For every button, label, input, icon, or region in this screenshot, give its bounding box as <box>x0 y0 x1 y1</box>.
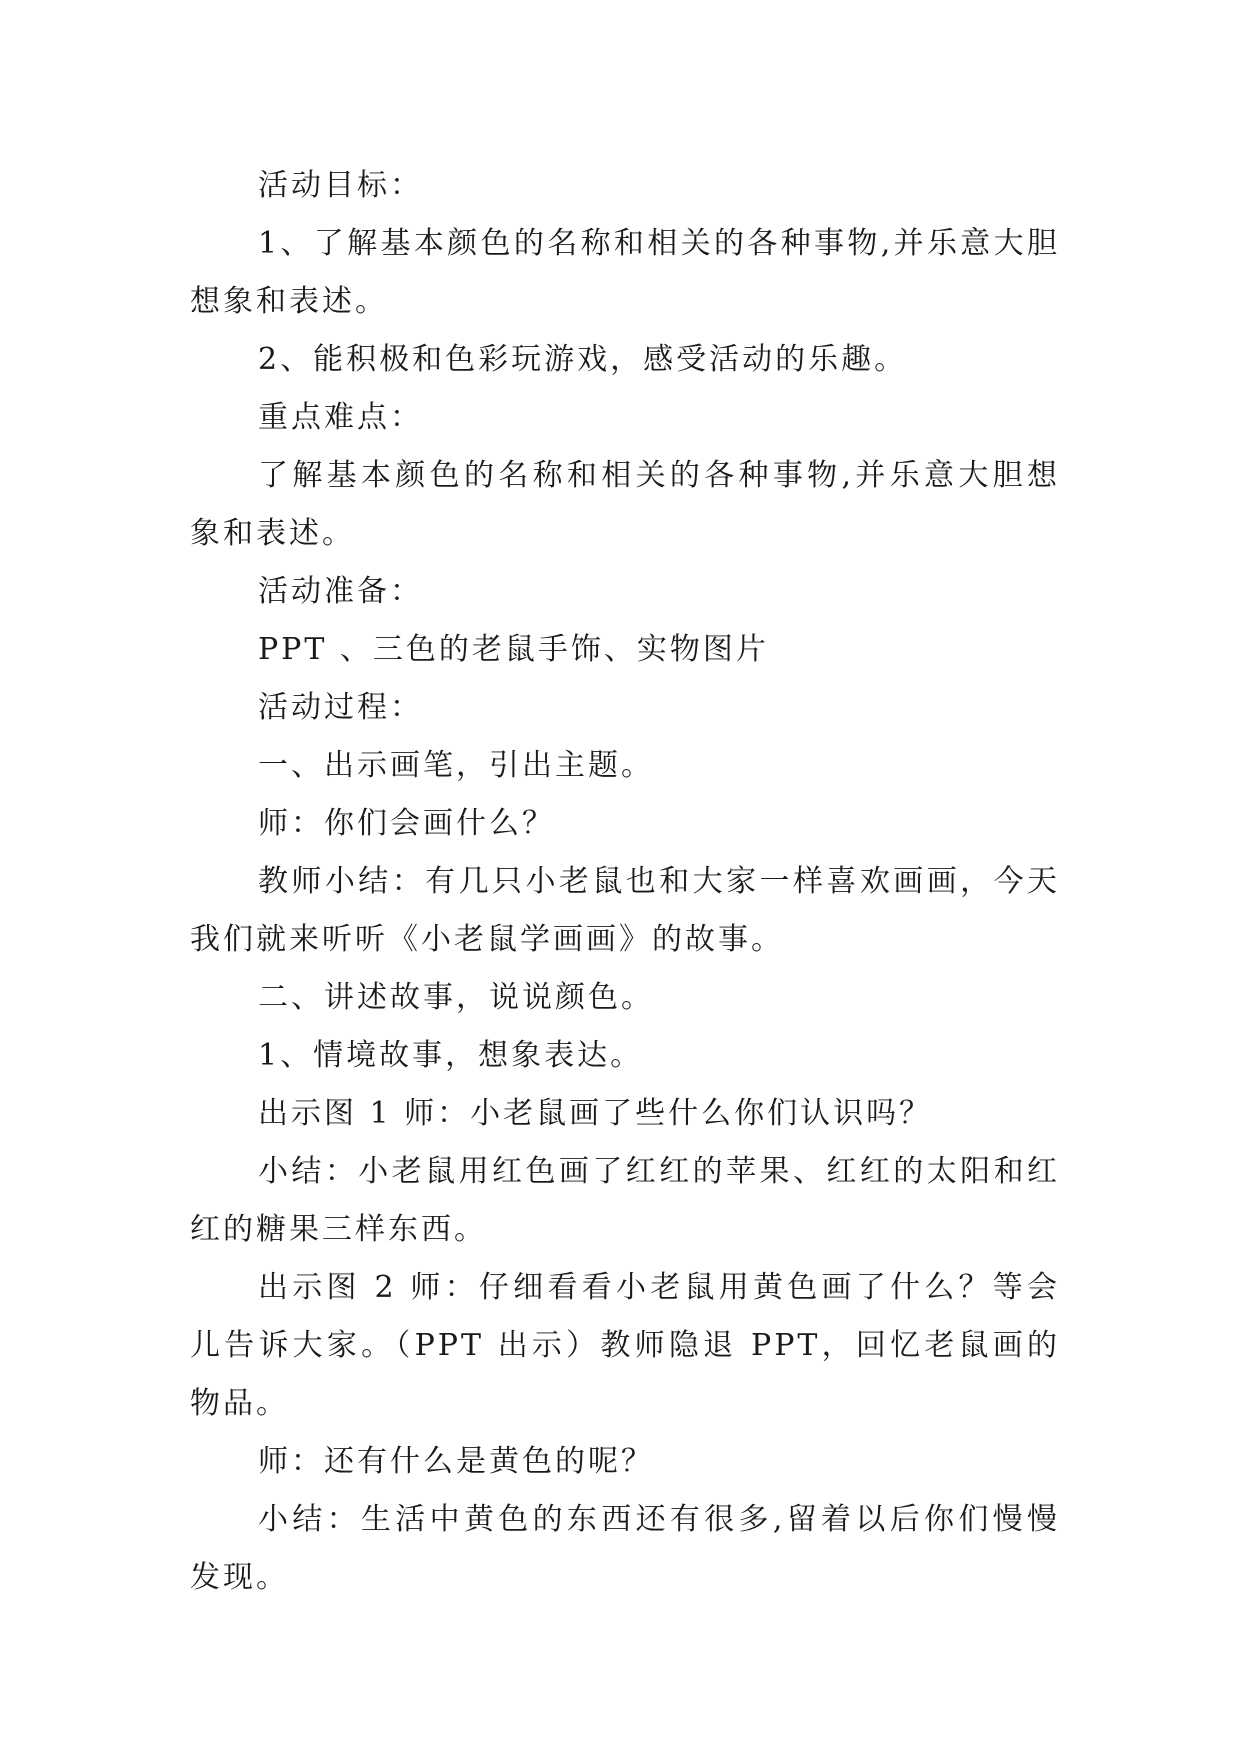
heading-activity-goals: 活动目标： <box>258 168 423 203</box>
document-body <box>190 157 1060 1607</box>
heading-preparation: 活动准备： <box>258 574 423 609</box>
picture-2-question: 出示图 2 师：仔细看看小老鼠用黄色画了什么？等会儿告诉大家。（PPT 出示）教师隐退 PPT，回忆老鼠画的物品。 <box>190 1270 1060 1421</box>
picture-1-question: 出示图 1 师：小老鼠画了些什么你们认识吗？ <box>258 1096 933 1131</box>
summary-red: 小结：小老鼠用红色画了红红的苹果、红红的太阳和红红的糖果三样东西。 <box>190 1154 1060 1247</box>
heading-key-points: 重点难点： <box>258 400 423 435</box>
preparation-text: PPT 、三色的老鼠手饰、实物图片 <box>258 632 769 667</box>
goal-item-2: 2、能积极和色彩玩游戏，感受活动的乐趣。 <box>258 342 908 377</box>
teacher-question-yellow: 师：还有什么是黄色的呢？ <box>258 1444 654 1479</box>
summary-yellow: 小结：生活中黄色的东西还有很多,留着以后你们慢慢发现。 <box>190 1502 1060 1595</box>
teacher-question-1: 师：你们会画什么？ <box>258 806 555 841</box>
process-step-2: 二、讲述故事，说说颜色。 <box>258 980 654 1015</box>
key-points-text: 了解基本颜色的名称和相关的各种事物,并乐意大胆想象和表述。 <box>190 458 1060 551</box>
sub-step-1: 1、情境故事，想象表达。 <box>258 1038 644 1073</box>
teacher-summary-1: 教师小结：有几只小老鼠也和大家一样喜欢画画，今天我们就来听听《小老鼠学画画》的故事。 <box>190 864 1060 957</box>
process-step-1: 一、出示画笔，引出主题。 <box>258 748 654 783</box>
goal-item-1: 1、了解基本颜色的名称和相关的各种事物,并乐意大胆想象和表述。 <box>190 226 1060 319</box>
heading-process: 活动过程： <box>258 690 423 725</box>
